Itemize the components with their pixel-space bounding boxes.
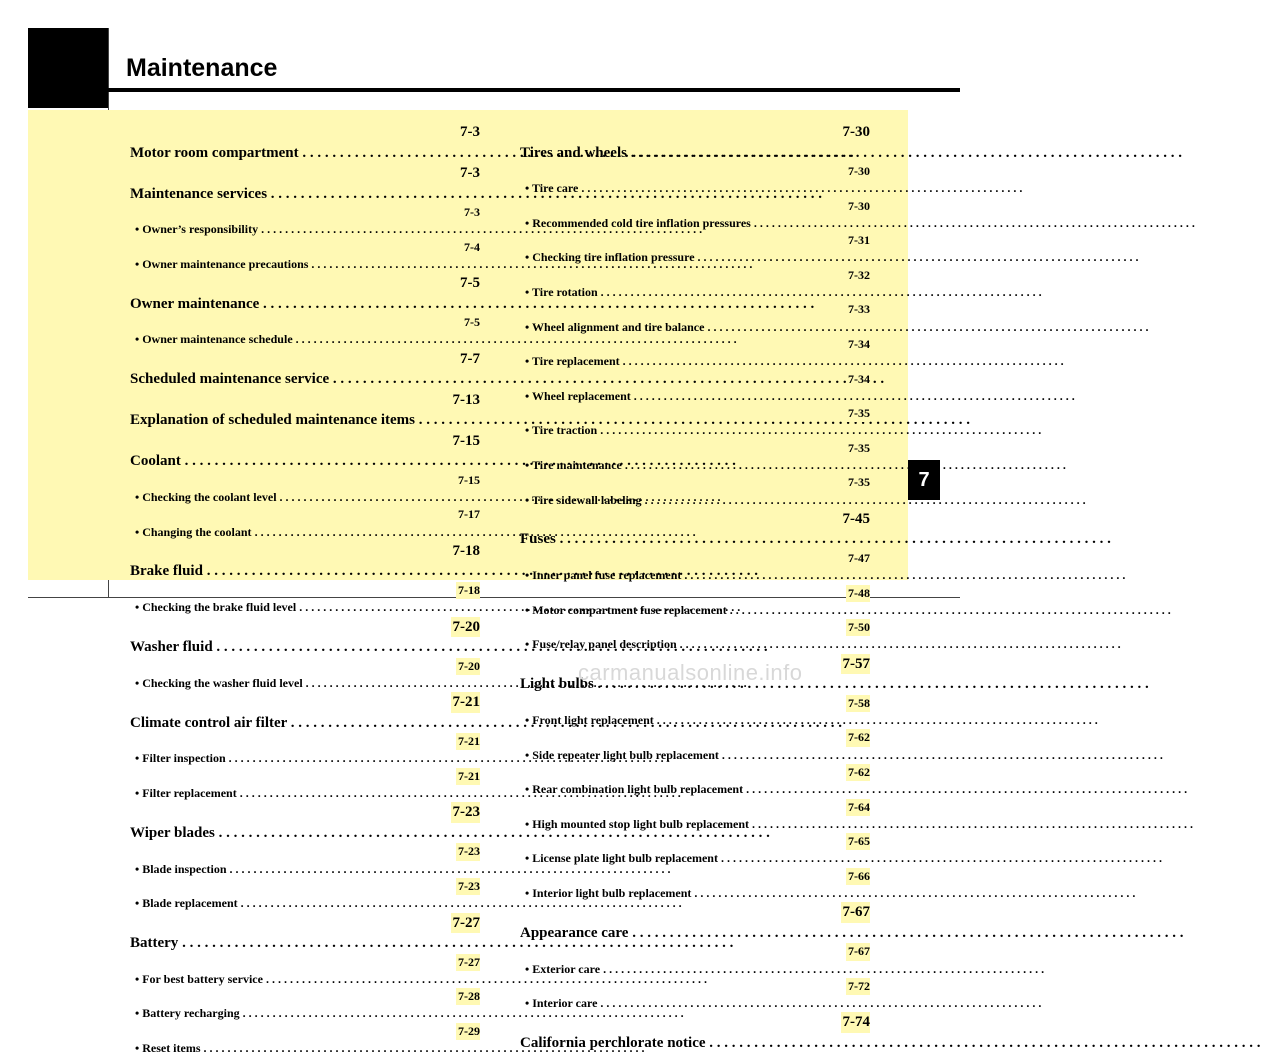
toc-entry-title: • Recommended cold tire inflation pressures . . . bbox=[525, 215, 1197, 232]
page-title: Maintenance bbox=[126, 54, 278, 82]
toc-entry-title: • Filter inspection . . . bbox=[135, 750, 672, 767]
toc-entry-title: • Checking the coolant level . . . bbox=[135, 489, 723, 506]
toc-subsection-entry[interactable] bbox=[520, 143, 870, 196]
toc-entry-title: • Inner panel fuse replacement . . . bbox=[525, 567, 1127, 584]
toc-entry-title: • Blade replacement . . . bbox=[135, 895, 684, 912]
toc-entry-title: • Changing the coolant . . . bbox=[135, 524, 698, 541]
toc-page-number: 7-67 bbox=[841, 902, 871, 923]
toc-entry-title: • Tire care . . . bbox=[525, 180, 1024, 197]
toc-entry-title: Coolant . . . bbox=[130, 451, 738, 472]
toc-page-number: 7-13 bbox=[451, 390, 481, 411]
toc-page-number: 7-48 bbox=[846, 585, 870, 602]
toc-entry-title: • Tire replacement . . . bbox=[525, 353, 1066, 370]
toc-entry-title: California perchlorate notice . . . bbox=[520, 1033, 1263, 1054]
toc-page-number: 7-5 bbox=[462, 314, 480, 331]
toc-page-number: 7-7 bbox=[458, 349, 480, 370]
toc-entry-title: • Owner maintenance schedule . . . bbox=[135, 331, 739, 348]
toc-page-number: 7-23 bbox=[451, 802, 481, 823]
toc-page-number: 7-28 bbox=[456, 988, 480, 1005]
toc-entry-title: • Exterior care . . . bbox=[525, 961, 1046, 978]
toc-page-number: 7-20 bbox=[451, 617, 481, 638]
toc-section-entry[interactable] bbox=[130, 143, 480, 202]
toc-entry-title: • Checking tire inflation pressure . . . bbox=[525, 249, 1141, 266]
toc-page-number: 7-30 bbox=[846, 198, 870, 215]
toc-entry-title: • Owner maintenance precautions . . . bbox=[135, 256, 754, 273]
toc-entry-title: • Rear combination light bulb replacement . . . bbox=[525, 781, 1189, 798]
toc-entry-title: • Wheel replacement . . . bbox=[525, 388, 1077, 405]
toc-page-number: 7-15 bbox=[451, 431, 481, 452]
toc-section-entry[interactable] bbox=[520, 122, 870, 161]
toc-entry-title: Wiper blades . . . bbox=[130, 823, 772, 844]
toc-page-number: 7-31 bbox=[846, 232, 870, 249]
toc-page-number: 7-62 bbox=[846, 764, 870, 781]
toc-entry-title: Tires and wheels . . . bbox=[520, 143, 1184, 164]
toc-entry-title: • Tire sidewall labeling . . . bbox=[525, 492, 1088, 509]
toc-page-number: 7-64 bbox=[846, 799, 870, 816]
toc-entry-title: Brake fluid . . . bbox=[130, 561, 760, 582]
toc-page-number: 7-72 bbox=[846, 978, 870, 995]
toc-page-number: 7-58 bbox=[846, 695, 870, 712]
toc-entry-title: Explanation of scheduled maintenance items . . . bbox=[130, 410, 972, 431]
toc-page-number: 7-66 bbox=[846, 868, 870, 885]
toc-column-left bbox=[130, 122, 480, 1057]
toc-page-number: 7-4 bbox=[462, 239, 480, 256]
toc-entry-title: Climate control air filter . . . bbox=[130, 713, 844, 734]
toc-entry-title: • Tire rotation . . . bbox=[525, 284, 1044, 301]
toc-page-number: 7-17 bbox=[456, 506, 480, 523]
toc-page-number: 7-65 bbox=[846, 833, 870, 850]
toc-entry-title: • Interior light bulb replacement . . . bbox=[525, 885, 1137, 902]
toc-column-right bbox=[520, 122, 870, 1053]
toc-page-number: 7-50 bbox=[846, 619, 870, 636]
toc-page-number: 7-30 bbox=[841, 122, 871, 143]
toc-page-number: 7-33 bbox=[846, 301, 870, 318]
toc-entry-title: Owner maintenance . . . bbox=[130, 294, 816, 315]
toc-entry-title: Fuses . . . bbox=[520, 529, 1113, 550]
toc-entry-title: • Tire traction . . . bbox=[525, 422, 1043, 439]
toc-page-number: 7-29 bbox=[456, 1023, 480, 1040]
toc-entry-title: • Tire maintenance . . . bbox=[525, 457, 1068, 474]
toc-entry-title: • Front light replacement . . . bbox=[525, 712, 1100, 729]
toc-entry-title: • Motor compartment fuse replacement . . . bbox=[525, 602, 1173, 619]
toc-page-number: 7-35 bbox=[846, 474, 870, 491]
toc-page-number: 7-18 bbox=[456, 582, 480, 599]
toc-page-number: 7-3 bbox=[462, 204, 480, 221]
toc-page-number: 7-27 bbox=[456, 954, 480, 971]
toc-page-number: 7-35 bbox=[846, 440, 870, 457]
toc-page-number: 7-21 bbox=[451, 692, 481, 713]
toc-page-number: 7-15 bbox=[456, 472, 480, 489]
toc-page-number: 7-23 bbox=[456, 878, 480, 895]
toc-entry-title: Light bulbs . . . bbox=[520, 674, 1151, 695]
toc-page-number: 7-34 bbox=[846, 371, 870, 388]
toc-page-number: 7-62 bbox=[846, 729, 870, 746]
toc-page-number: 7-18 bbox=[451, 541, 481, 562]
toc-entry-title: • Checking the brake fluid level . . . bbox=[135, 599, 742, 616]
toc-entry-title: • Checking the washer fluid level . . . bbox=[135, 675, 749, 692]
toc-entry-title: • Battery recharging . . . bbox=[135, 1005, 686, 1022]
toc-entry-title: • Wheel alignment and tire balance . . . bbox=[525, 319, 1150, 336]
toc-entry-title: • Interior care . . . bbox=[525, 995, 1043, 1012]
title-underline bbox=[108, 88, 960, 92]
toc-entry-title: Scheduled maintenance service . . . bbox=[130, 369, 886, 390]
toc-entry-title: Battery . . . bbox=[130, 933, 735, 954]
watermark: carmanualsonline.info bbox=[578, 660, 803, 685]
toc-page-number: 7-3 bbox=[458, 122, 480, 143]
toc-page-number: 7-57 bbox=[841, 654, 871, 675]
toc-entry-title: • Owner’s responsibility . . . bbox=[135, 221, 704, 238]
toc-page-number: 7-74 bbox=[841, 1012, 871, 1033]
toc-entry-title: • High mounted stop light bulb replacement . . . bbox=[525, 816, 1195, 833]
toc-entry-title: Appearance care . . . bbox=[520, 923, 1185, 944]
toc-page-number: 7-21 bbox=[456, 733, 480, 750]
toc-page-number: 7-23 bbox=[456, 843, 480, 860]
toc-entry-title: • Reset items . . . bbox=[135, 1040, 647, 1057]
toc-page-number: 7-35 bbox=[846, 405, 870, 422]
toc-page-number: 7-27 bbox=[451, 913, 481, 934]
toc-page-number: 7-3 bbox=[458, 163, 480, 184]
toc-page-number: 7-5 bbox=[458, 273, 480, 294]
toc-section-entry[interactable] bbox=[130, 122, 480, 161]
toc-page-number: 7-47 bbox=[846, 550, 870, 567]
toc-entry-title: • Blade inspection . . . bbox=[135, 861, 673, 878]
toc-page-number: 7-21 bbox=[456, 768, 480, 785]
toc-entry-title: Motor room compartment . . . bbox=[130, 143, 856, 164]
toc-page-number: 7-30 bbox=[846, 163, 870, 180]
chapter-header-block bbox=[28, 28, 108, 108]
toc-entry-title: Washer fluid . . . bbox=[130, 637, 770, 658]
toc-page-number: 7-45 bbox=[841, 509, 871, 530]
toc-entry-title: • Side repeater light bulb replacement . . . bbox=[525, 747, 1165, 764]
toc-entry-title: • For best battery service . . . bbox=[135, 971, 709, 988]
toc-page-number: 7-32 bbox=[846, 267, 870, 284]
toc-page-number: 7-67 bbox=[846, 943, 870, 960]
toc-page-number: 7-20 bbox=[456, 658, 480, 675]
toc-entry-title: • License plate light bulb replacement . . . bbox=[525, 850, 1164, 867]
toc-entry-title: • Filter replacement . . . bbox=[135, 785, 683, 802]
chapter-tab[interactable]: 7 bbox=[908, 460, 940, 500]
toc-page-number: 7-34 bbox=[846, 336, 870, 353]
toc-entry-title: • Fuse/relay panel description . . . bbox=[525, 636, 1123, 653]
toc-entry-title: Maintenance services . . . bbox=[130, 184, 824, 205]
